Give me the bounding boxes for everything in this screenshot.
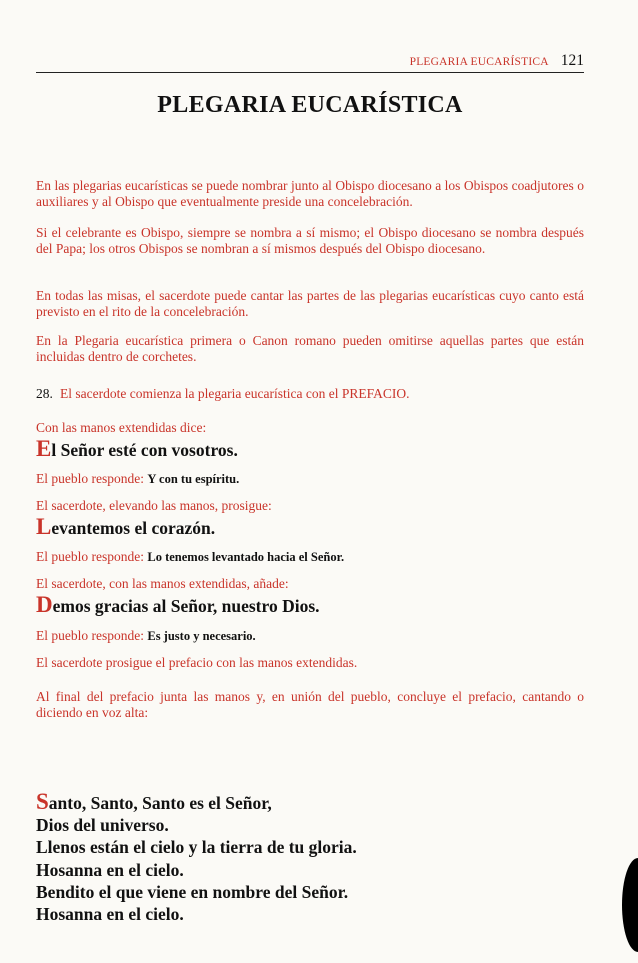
intro-paragraph-2: Si el celebrante es Obispo, siempre se nombra a sí mismo; el Obispo diocesano se nombra después del Papa; los otros Obispos se nombran a sí mismos después del Obispo diocesano. [36, 225, 584, 256]
rubric-continues-preface: El sacerdote prosigue el prefacio con las manos extendidas. [36, 655, 358, 670]
intro-paragraph-1: En las plegarias eucarísticas se puede nombrar junto al Obispo diocesano a los Obispos coadjutores o auxiliares y al Obispo que eventualmente preside una concelebración. [36, 178, 584, 209]
running-header [410, 52, 584, 70]
page-number: 121 [560, 52, 584, 69]
thumb-index-tab [622, 858, 638, 952]
header-rule [36, 72, 584, 73]
versicle-3 [36, 592, 320, 618]
sanctus-line-3: Llenos están el cielo y la tierra de tu gloria. [36, 837, 357, 858]
red-initial: D [36, 592, 53, 617]
sanctus-line-4: Hosanna en el cielo. [36, 859, 184, 880]
response-text: Es justo y necesario. [147, 629, 256, 643]
rubric-conclusion: Al final del prefacio junta las manos y, en unión del pueblo, concluye el prefacio, cantando o diciendo en voz alta: [36, 689, 584, 720]
response-text: Y con tu espíritu. [147, 472, 240, 486]
response-3 [36, 628, 256, 644]
rubric-hands-extended: Con las manos extendidas dice: [36, 420, 207, 435]
versicle-text: evantemos el corazón. [51, 518, 216, 538]
response-text: Lo tenemos levantado hacia el Señor. [147, 550, 345, 564]
response-label: El pueblo responde: [36, 549, 144, 564]
rubric-raising-hands: El sacerdote, elevando las manos, prosigue: [36, 498, 272, 513]
intro-paragraph-3: En todas las misas, el sacerdote puede cantar las partes de las plegarias eucarísticas cuyo canto está previsto en el rito de la concelebración. [36, 288, 584, 319]
response-2 [36, 549, 344, 565]
red-initial: S [36, 789, 49, 814]
sanctus-line-2: Dios del universo. [36, 815, 169, 836]
rubric-adds: El sacerdote, con las manos extendidas, añade: [36, 576, 289, 591]
sanctus-line-6: Hosanna en el cielo. [36, 904, 184, 925]
response-label: El pueblo responde: [36, 471, 144, 486]
red-initial: L [36, 514, 52, 539]
sanctus-line-5: Bendito el que viene en nombre del Señor. [36, 881, 349, 902]
sanctus-line-1-text: anto, Santo, Santo es el Señor, [48, 793, 272, 813]
running-title: PLEGARIA EUCARÍSTICA [409, 56, 549, 68]
rubric-number: 28. [36, 386, 53, 401]
rubric-text: El sacerdote comienza la plegaria eucarística con el PREFACIO. [60, 386, 410, 401]
response-label: El pueblo responde: [36, 628, 144, 643]
sanctus-hymn [36, 791, 357, 925]
red-initial: E [36, 436, 52, 461]
versicle-2 [36, 514, 215, 540]
page-title: PLEGARIA EUCARÍSTICA [157, 92, 463, 118]
response-1 [36, 471, 239, 487]
versicle-1 [36, 436, 238, 462]
numbered-rubric [36, 386, 584, 402]
sanctus-line-1 [36, 791, 357, 814]
intro-paragraph-4: En la Plegaria eucarística primera o Canon romano pueden omitirse aquellas partes que están incluidas dentro de corchetes. [36, 333, 584, 364]
versicle-text: l Señor esté con vosotros. [51, 440, 238, 460]
versicle-text: emos gracias al Señor, nuestro Dios. [52, 596, 320, 616]
